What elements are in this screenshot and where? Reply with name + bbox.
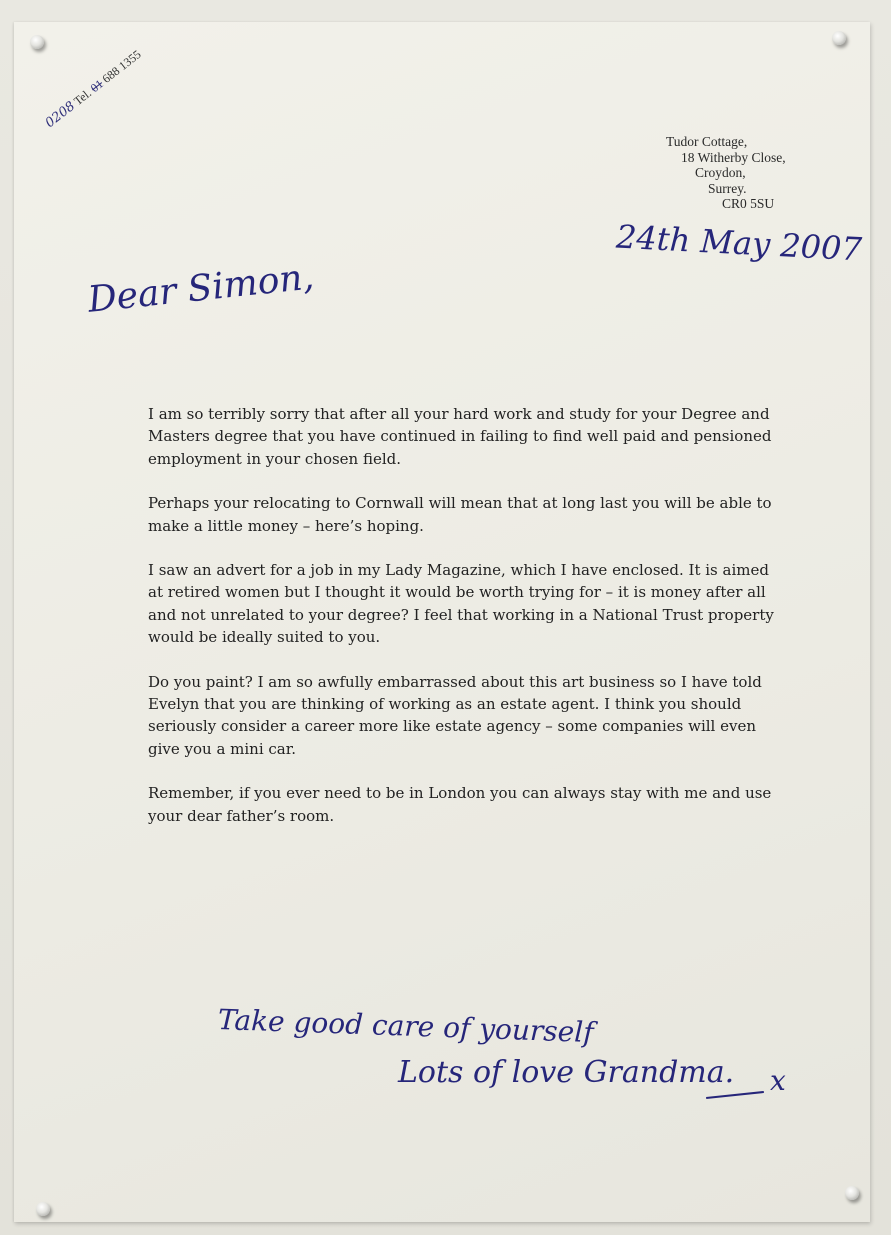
body-paragraph: I am so terribly sorry that after all your hard work and study for your Degree and Masters degree that you have continued in failing to find well paid and pensioned employment in your chosen field. xyxy=(148,405,772,468)
phone-struck-code: 01 xyxy=(87,76,106,96)
body-paragraph: Perhaps your relocating to Cornwall will mean that at long last you will be able to make a little money – here’s hoping. xyxy=(148,494,772,535)
pin-bottom-left xyxy=(36,1202,50,1216)
body-paragraph: I saw an advert for a job in my Lady Magazine, which I have enclosed. It is aimed at retired women but I thought it would be worth trying for – it is money after all and not unrelated to your degree? I feel that working in a National Trust property would be ideally suited to you. xyxy=(148,561,774,647)
letter-date: 24th May 2007 xyxy=(615,217,863,269)
address-line: Croydon, xyxy=(695,165,746,180)
pin-top-right xyxy=(832,31,846,45)
letter-body xyxy=(148,403,788,849)
address-line: 18 Witherby Close, xyxy=(681,149,786,165)
address-line: Surrey. xyxy=(708,180,747,196)
body-paragraph: Do you paint? I am so awfully embarrassed about this art business so I have told Evelyn that you are thinking of working as an estate agent. I think you should seriously consider a career more like estate agency – some companies will even give you a mini car. xyxy=(148,672,762,758)
body-paragraph: Remember, if you ever need to be in London you can always stay with me and use your dear father’s room. xyxy=(148,784,772,825)
address-line: Tudor Cottage, xyxy=(666,134,748,149)
phone-label: Tel. xyxy=(71,85,94,109)
salutation: Dear Simon, xyxy=(85,256,316,321)
address-line: CR0 5SU xyxy=(722,196,775,211)
closing-line-2: Lots of love Grandma. xyxy=(398,1055,735,1090)
sender-address xyxy=(666,134,786,212)
pin-top-left xyxy=(30,35,44,49)
pin-bottom-right xyxy=(845,1186,859,1200)
closing-line-1: Take good care of yourself xyxy=(217,1003,595,1050)
phone-handwritten-prefix: 0208 xyxy=(42,98,79,131)
phone-digits: 688 1355 xyxy=(99,47,144,86)
kiss-mark: x xyxy=(770,1064,786,1097)
